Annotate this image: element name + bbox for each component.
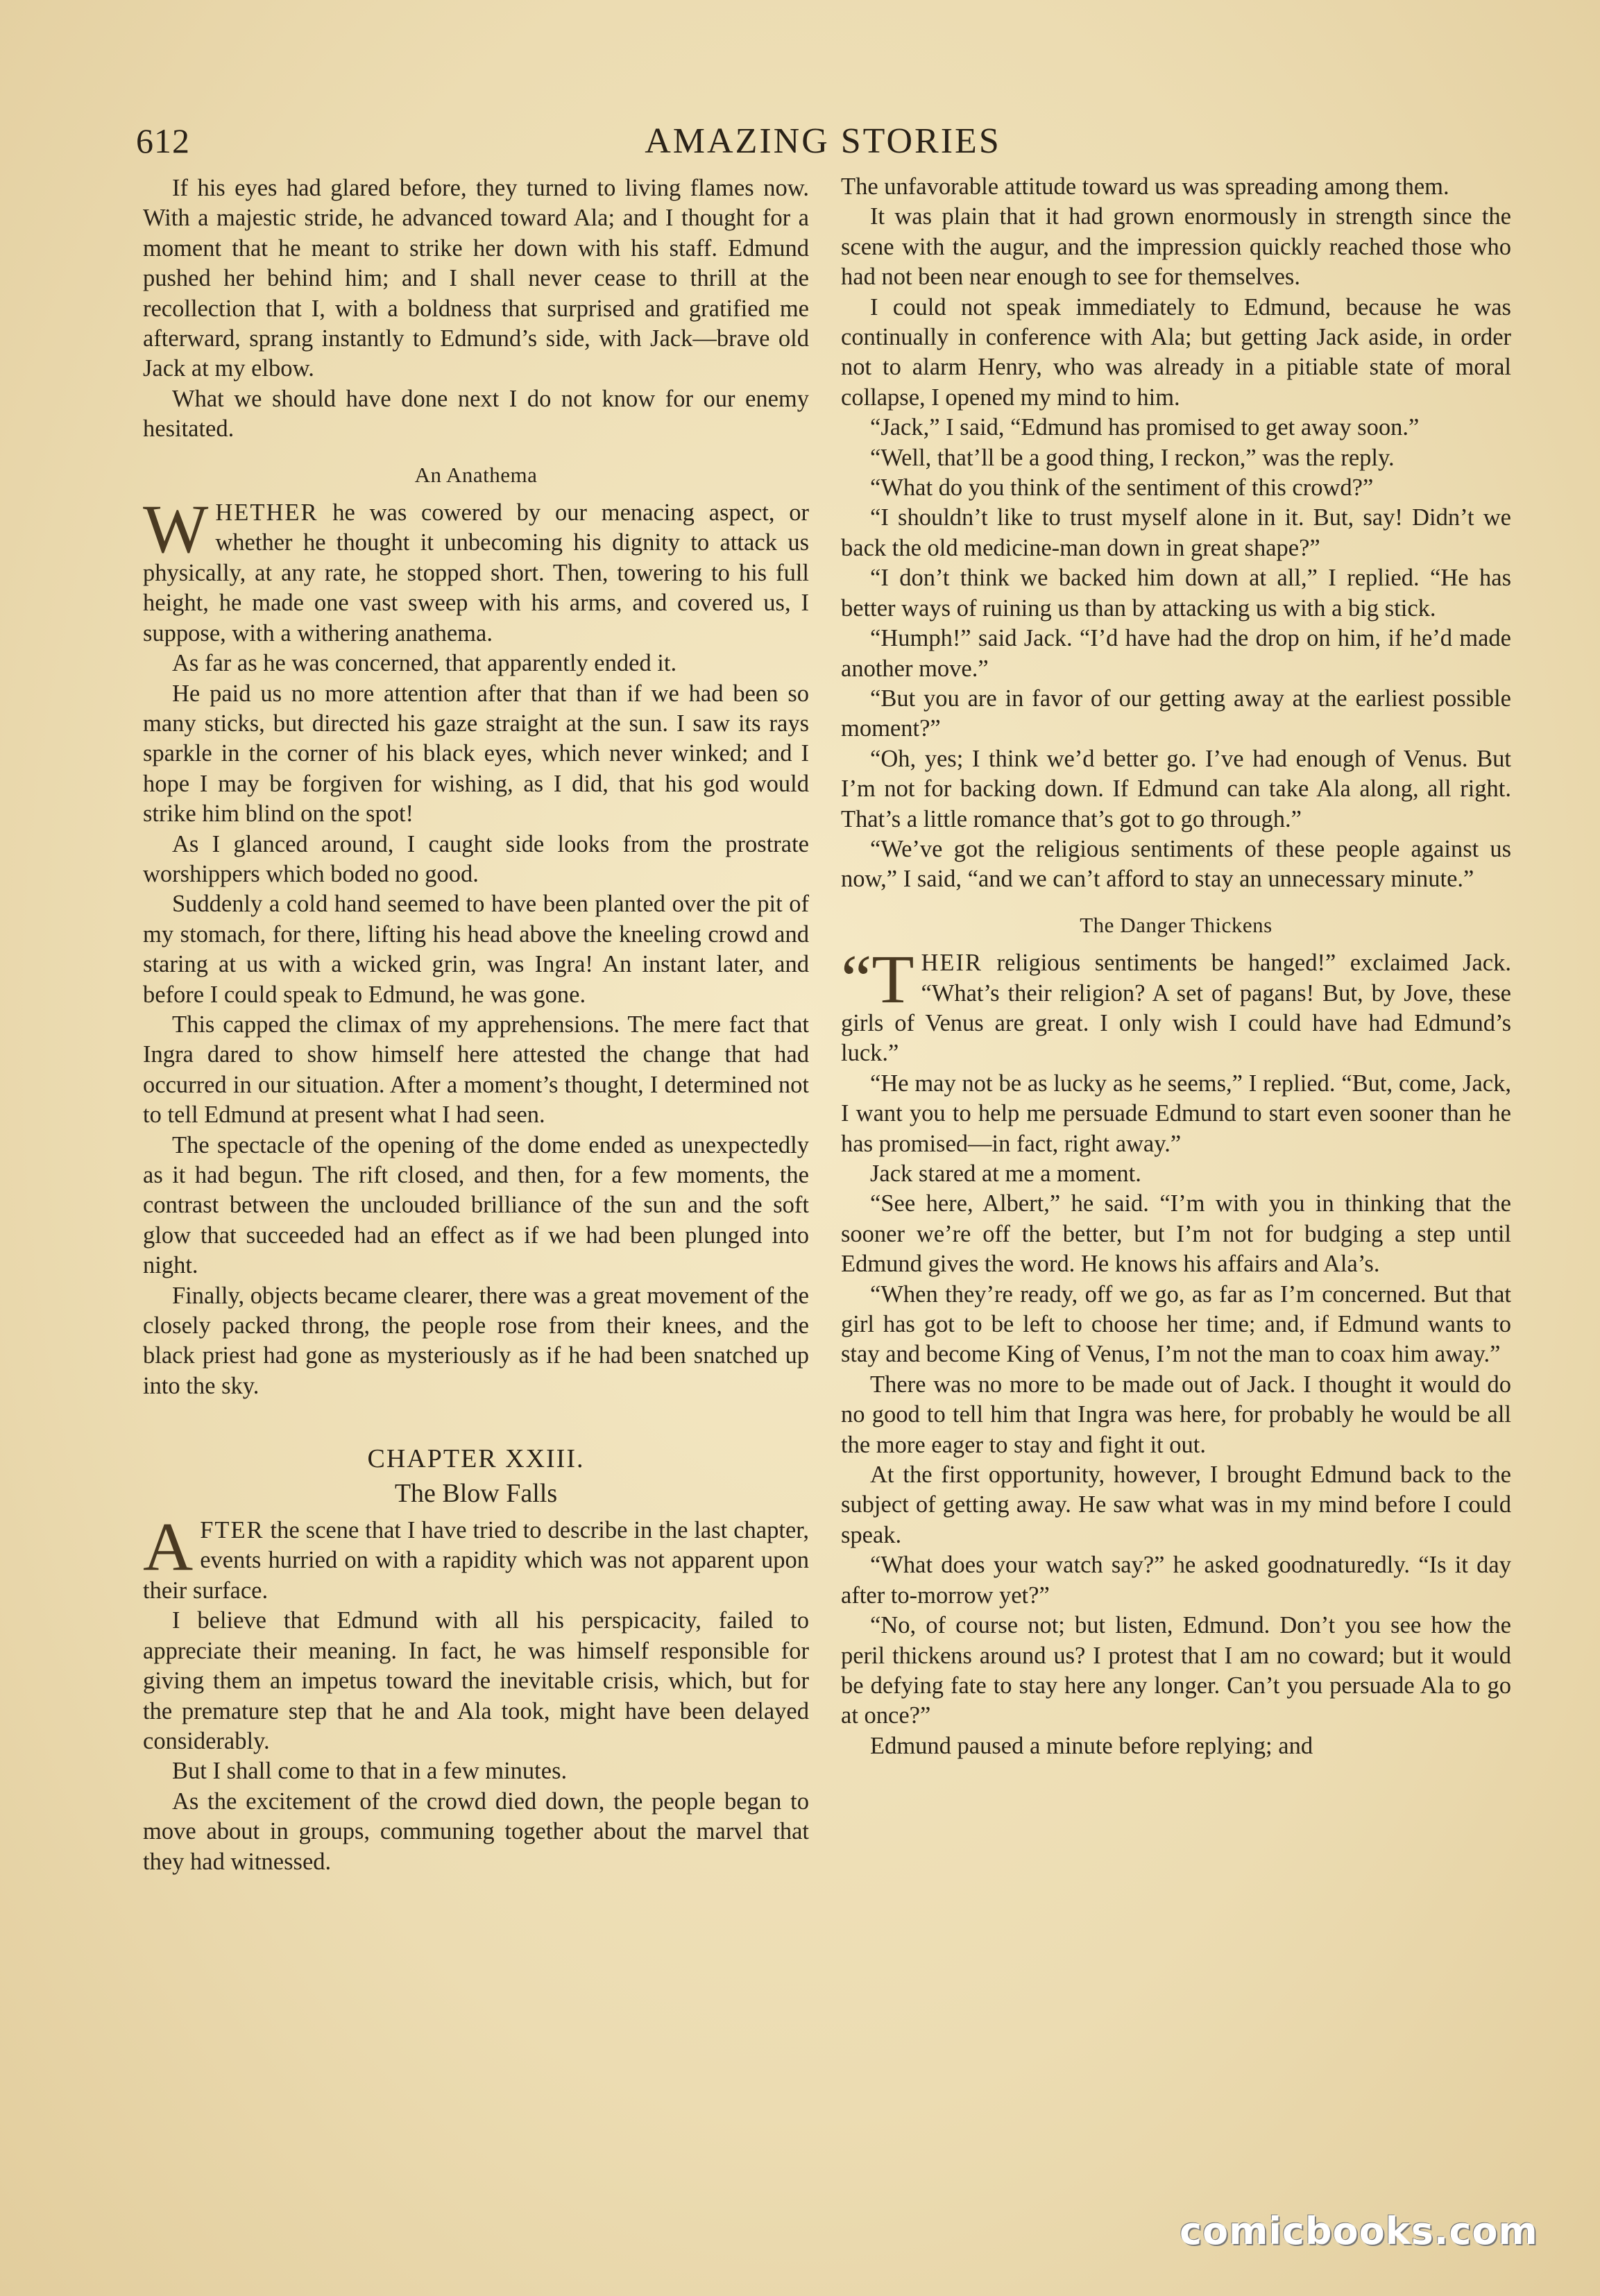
paragraph: At the first opportunity, however, I brought Edmund back to the subject of getting away. He saw what was in my mind before I could speak. xyxy=(841,1462,1511,1548)
paragraph: “We’ve got the religious sentiments of these people against us now,” I said, “and we can’t afford to stay an unnecessary minute.” xyxy=(841,835,1511,893)
running-title: AMAZING STORIES xyxy=(645,121,1001,161)
drop-cap: W xyxy=(143,490,209,568)
drop-cap: “T xyxy=(841,941,914,1018)
paragraph: Edmund paused a minute before replying; and xyxy=(870,1732,1313,1759)
paragraph: “Humph!” said Jack. “I’d have had the drop on him, if he’d made another move.” xyxy=(841,625,1511,682)
paragraph: “What does your watch say?” he asked goodnaturedly. “Is it day after to-morrow yet?” xyxy=(841,1552,1511,1609)
drop-cap: A xyxy=(143,1508,194,1586)
paragraph: I could not speak immediately to Edmund, because he was continually in conference with Ala; but getting Jack aside, in order not to alarm Henry, who was already in a pitiable state of moral collapse, I opened my mind to him. xyxy=(841,293,1511,411)
paragraph: “Well, that’ll be a good thing, I reckon,” was the reply. xyxy=(870,444,1395,471)
paragraph: As the excitement of the crowd died down, the people began to move about in groups, communing together about the marvel that they had witnessed. xyxy=(143,1788,809,1875)
right-column xyxy=(841,172,1511,1761)
paragraph: As I glanced around, I caught side looks from the prostrate worshippers which boded no good. xyxy=(143,830,809,887)
paragraph: What we should have done next I do not know for our enemy hesitated. xyxy=(143,385,809,443)
paragraph: Jack stared at me a moment. xyxy=(870,1160,1141,1187)
section-subhead: An Anathema xyxy=(414,462,538,487)
paragraph: “I shouldn’t like to trust myself alone in it. But, say! Didn’t we back the old medicine-man down in great shape?” xyxy=(841,504,1511,561)
paragraph: He paid us no more attention after that than if we had been so many sticks, but directed his gaze straight at the sun. I saw its rays sparkle in the corner of his black eyes, which never winked; and I hope I may be forgiven for wishing, as I did, that his god would strike him blind on the spot! xyxy=(143,680,809,828)
paragraph: “I don’t think we backed him down at all,” I replied. “He has better ways of ruining us than by attacking us with a big stick. xyxy=(841,565,1511,622)
paragraph-text: the scene that I have tried to describe in the last chapter, events hurried on with a rapidity which was not apparent upon their surface. xyxy=(143,1517,809,1604)
paragraph: “When they’re ready, off we go, as far as I’m concerned. But that girl has got to be left to choose her time; and, if Edmund wants to stay and become King of Venus, I’m not the man to coax him away.” xyxy=(841,1280,1511,1368)
paragraph: There was no more to be made out of Jack. I thought it would do no good to tell him that Ingra was here, for probably he would be all the more eager to stay and fight it out. xyxy=(841,1371,1511,1458)
paragraph-text: religious sentiments be hanged!” exclaimed Jack. “What’s their religion? A set of pagans! But, by Jove, these girls of Venus are great. I only wish I could have had Edmund’s luck.” xyxy=(841,950,1511,1067)
lead-caps: FTER xyxy=(200,1517,264,1544)
section-subhead: The Danger Thickens xyxy=(1080,912,1273,937)
paragraph: But I shall come to that in a few minutes. xyxy=(172,1758,568,1785)
paragraph: “See here, Albert,” he said. “I’m with you in thinking that the sooner we’re off the better, but I’m not for budging a step until Edmund gives the word. He knows his affairs and Ala’s. xyxy=(841,1190,1511,1278)
paragraph: The unfavorable attitude toward us was spreading among them. xyxy=(841,173,1449,200)
chapter-title: The Blow Falls xyxy=(394,1478,558,1508)
paragraph: Suddenly a cold hand seemed to have been planted over the pit of my stomach, for there, lifting his head above the kneeling crowd and staring at us with a wicked grin, was Ingra! An instant later, and before I could speak to Edmund, he was gone. xyxy=(143,891,809,1008)
paragraph: I believe that Edmund with all his perspicacity, failed to appreciate their meaning. In fact, he was himself responsible for giving them an impetus toward the inevitable crisis, which, but for the premature step that he and Ala took, might have been delayed considerably. xyxy=(143,1607,809,1754)
paragraph: If his eyes had glared before, they turned to living flames now. With a majestic stride, he advanced toward Ala; and I thought for a moment that he meant to strike her down with his staff. Edmund pushed her behind him; and I shall never cease to thrill at the recollection that I, with a boldness that surprised and gratified me afterward, sprang instantly to Edmund’s side, with Jack—brave old Jack at my elbow. xyxy=(143,175,809,382)
paragraph: “Jack,” I said, “Edmund has promised to get away soon.” xyxy=(870,414,1420,441)
paragraph: Finally, objects became clearer, there was a great movement of the closely packed throng, the people rose from their knees, and the black priest had gone as mysteriously as if he had been snatched up into the sky. xyxy=(143,1282,809,1399)
page-header xyxy=(136,117,1510,179)
left-column xyxy=(143,173,809,1877)
paragraph-dropcap xyxy=(143,490,809,649)
paragraph: This capped the climax of my apprehensions. The mere fact that Ingra dared to show himself here attested the change that had occurred in our situation. After a moment’s thought, I determined not to tell Edmund at present what I had seen. xyxy=(143,1011,809,1129)
watermark: comicbooks.com xyxy=(1180,2209,1538,2253)
paragraph: The spectacle of the opening of the dome ended as unexpectedly as it had begun. The rift closed, and then, for a few moments, the contrast between the unclouded brilliance of the sun and the soft glow that succeeded had an effect as if we had been plunged into night. xyxy=(143,1131,809,1279)
paragraph: “But you are in favor of our getting away at the earliest possible moment?” xyxy=(841,685,1511,742)
paragraph-dropcap xyxy=(841,941,1511,1069)
paragraph: It was plain that it had grown enormously in strength since the scene with the augur, and the impression quickly reached those who had not been near enough to see for themselves. xyxy=(841,203,1511,291)
paragraph: “He may not be as lucky as he seems,” I replied. “But, come, Jack, I want you to help me persuade Edmund to start even sooner than he has promised—in fact, right away.” xyxy=(841,1070,1511,1157)
paragraph: “No, of course not; but listen, Edmund. Don’t you see how the peril thickens around us? I protest that I am no coward; but it would be defying fate to stay here any longer. Can’t you persuade Ala to go at once?” xyxy=(841,1612,1511,1729)
paragraph: “Oh, yes; I think we’d better go. I’ve had enough of Venus. But I’m not for backing down. If Edmund can take Ala along, all right. That’s a little romance that’s got to go through.” xyxy=(841,745,1511,832)
page-number: 612 xyxy=(136,121,190,160)
lead-caps: HEIR xyxy=(921,950,982,977)
paragraph: “What do you think of the sentiment of this crowd?” xyxy=(870,474,1374,502)
paragraph: As far as he was concerned, that apparently ended it. xyxy=(172,650,677,677)
paragraph-text: he was cowered by our menacing aspect, or whether he thought it unbecoming his dignity to attack us physically, at any rate, he stopped short. Then, towering to his full height, he made one vast sweep with his arms, and covered us, I suppose, with a withering anathema. xyxy=(143,499,809,646)
lead-caps: HETHER xyxy=(215,499,318,526)
paragraph-dropcap xyxy=(143,1508,809,1606)
chapter-heading: CHAPTER XXIII. xyxy=(367,1444,585,1474)
